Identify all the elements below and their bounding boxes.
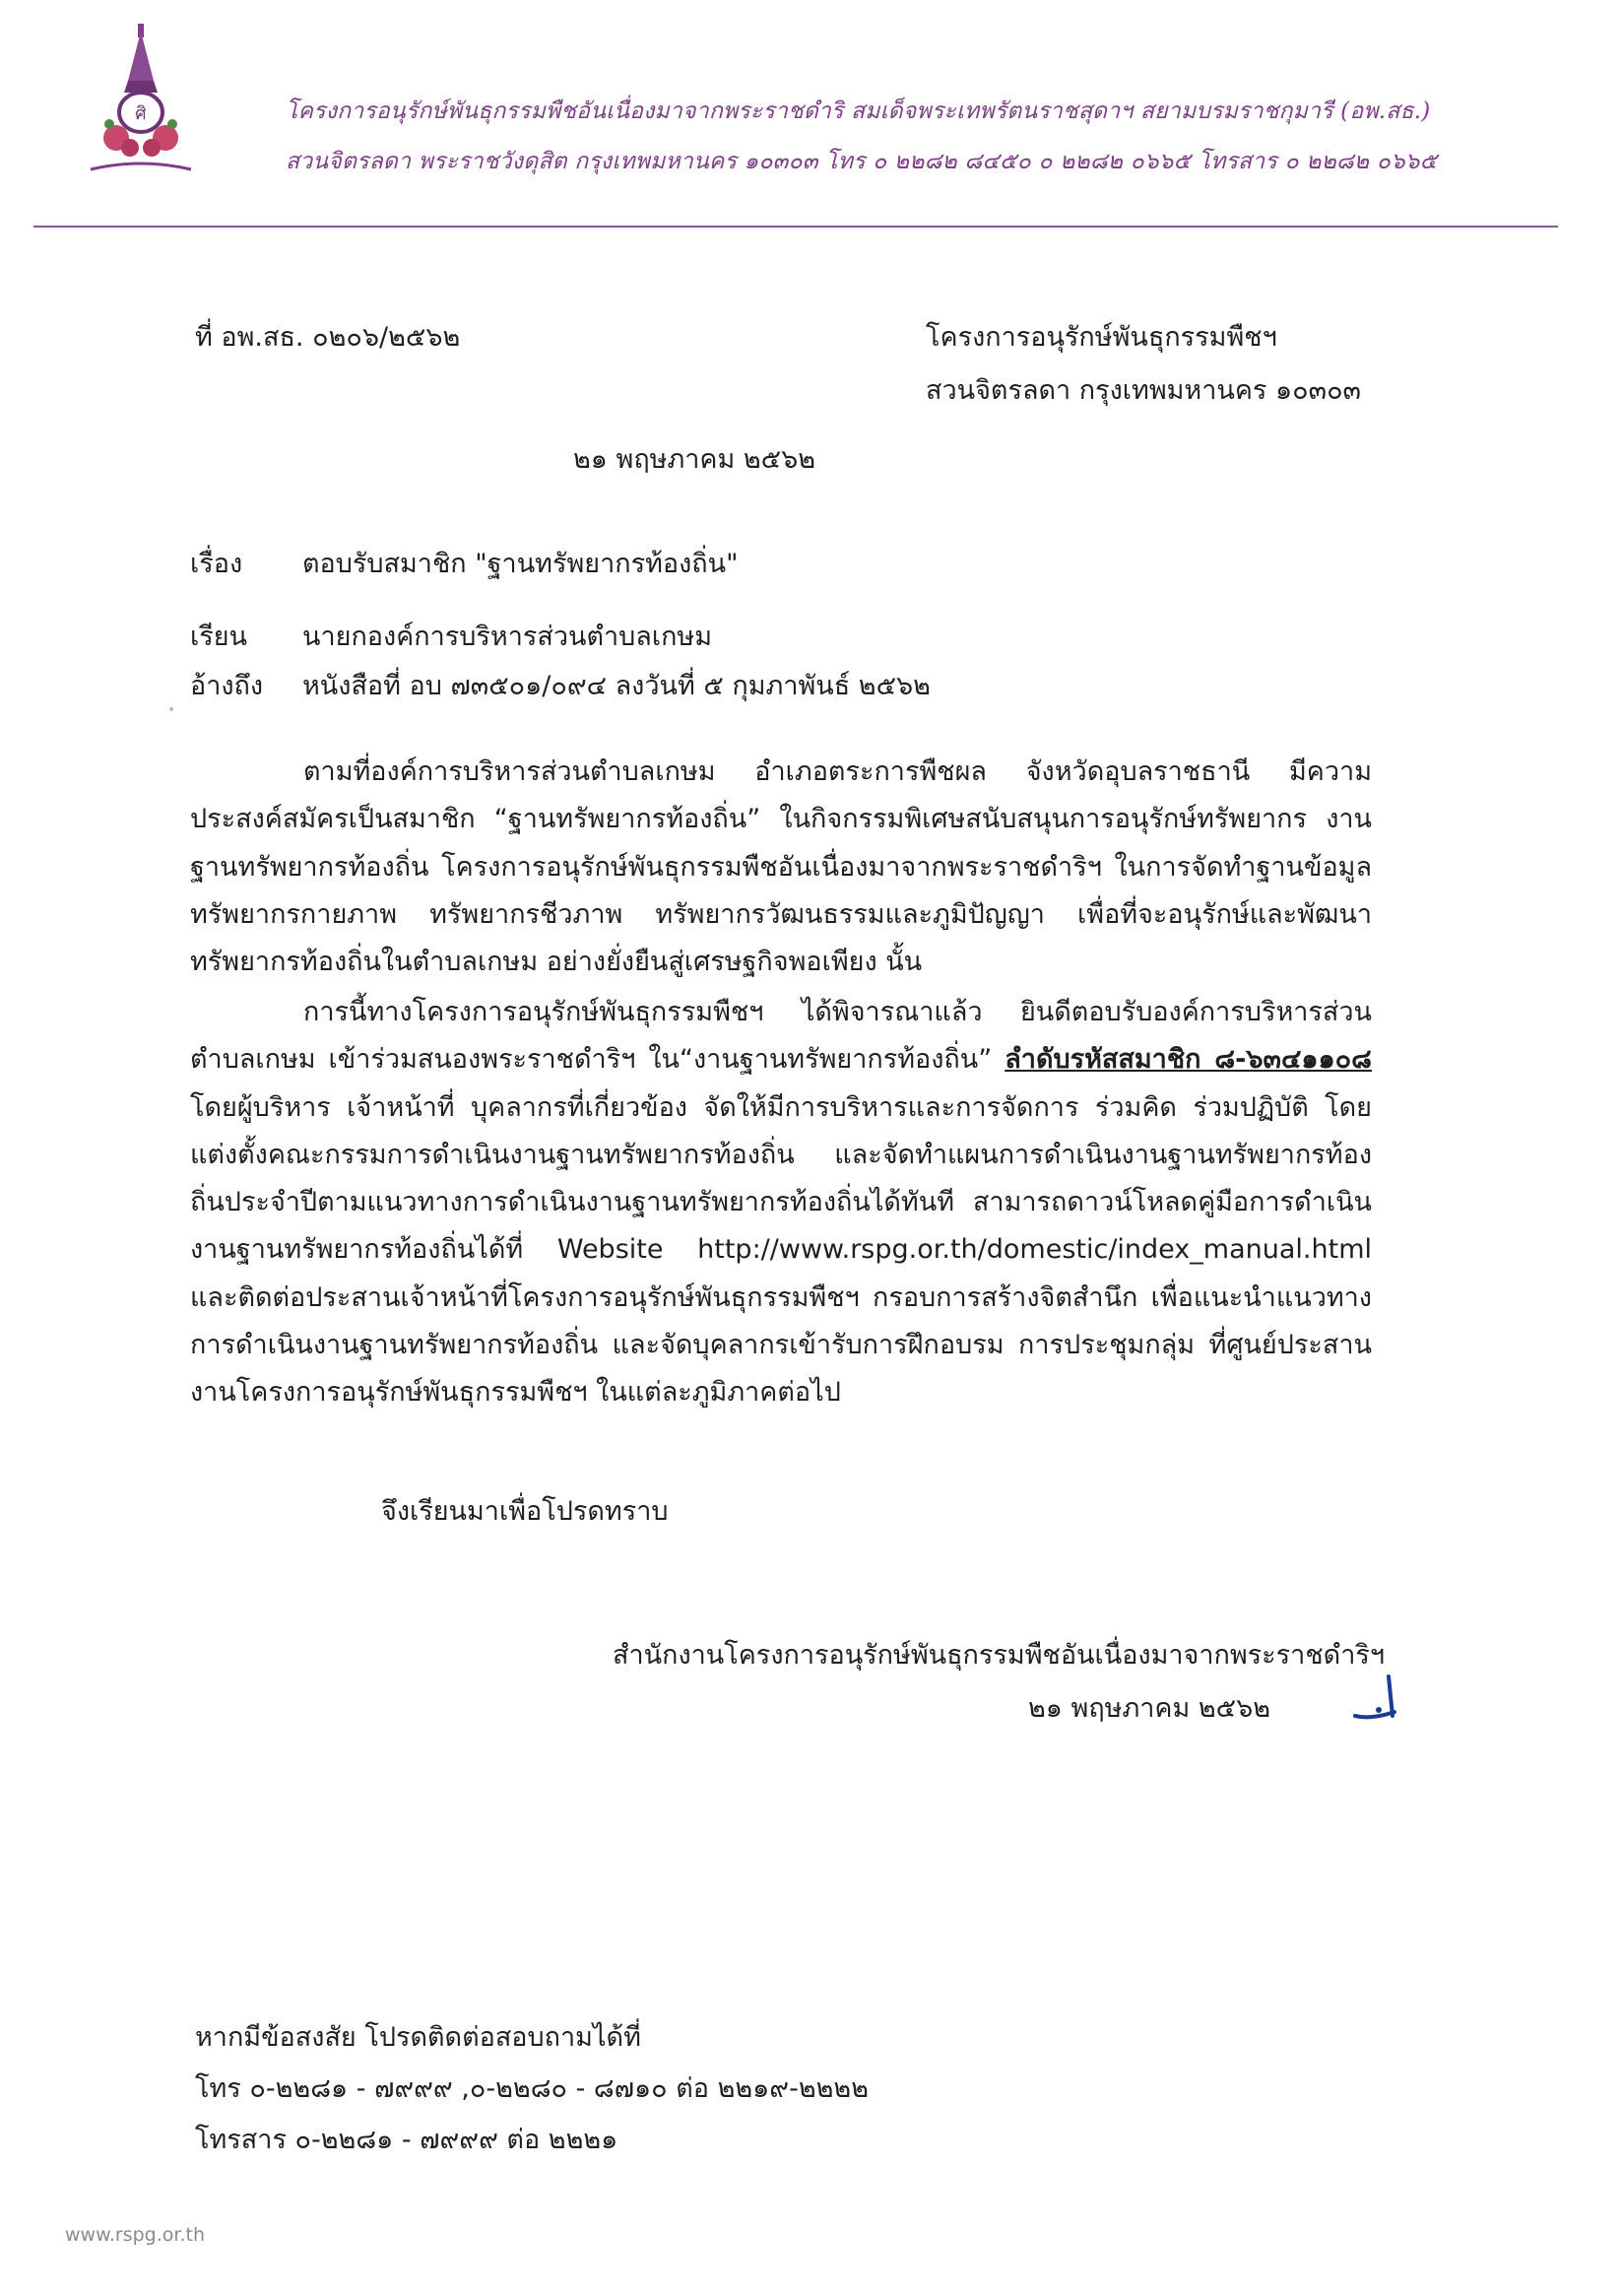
letterhead-line-1: โครงการอนุรักษ์พันธุกรรมพืชอันเนื่องมาจากพระราชดำริ สมเด็จพระเทพรัตนราชสุดาฯ สยามบรมราชกุมารี (อพ.สธ.) [286,98,1431,124]
contact-fax: โทรสาร ๐-๒๒๘๑ - ๗๙๙๙ ต่อ ๒๒๒๑ [195,2125,618,2155]
body-paragraph-2-start: การนี้ทางโครงการอนุรักษ์พันธุกรรมพืชฯ ได้พิจารณาแล้ว ยินดีตอบรับองค์การบริหารส่วนตำบลเกษม เข้าร่วมสนองพระราชดำริฯ ใน“งานฐานทรัพยากรท้องถิ่น” [190,997,1372,1076]
contact-phone: โทร ๐-๒๒๘๑ - ๗๙๙๙ ,๐-๒๒๘๐ - ๘๗๑๐ ต่อ ๒๒๑๙-๒๒๒๒ [195,2073,870,2104]
recipient-label: เรียน [190,622,248,652]
reference-number: ที่ อพ.สธ. ๐๒๐๖/๒๕๖๒ [195,322,461,353]
member-code: ลำดับรหัสสมาชิก ๘-๖๓๔๑๑๐๘ [1005,1044,1372,1076]
reference-label: อ้างถึง [190,671,264,701]
sender-office: สำนักงานโครงการอนุรักษ์พันธุกรรมพืชอันเนื่องมาจากพระราชดำริฯ [613,1640,1386,1671]
closing-phrase: จึงเรียนมาเพื่อโปรดทราบ [381,1496,669,1527]
letter-date: ๒๑ พฤษภาคม ๒๕๖๒ [573,444,816,475]
contact-intro: หากมีข้อสงสัย โปรดติดต่อสอบถามได้ที่ [195,2022,641,2053]
reference-text: หนังสือที่ อบ ๗๓๕๐๑/๐๙๔ ลงวันที่ ๕ กุมภาพันธ์ ๒๕๖๒ [302,671,931,701]
sender-address-line-1: โครงการอนุรักษ์พันธุกรรมพืชฯ [926,322,1277,353]
recipient-text: นายกองค์การบริหารส่วนตำบลเกษม [302,622,713,652]
svg-text:ศิ: ศิ [135,103,147,124]
body-paragraph-2-end: โดยผู้บริหาร เจ้าหน้าที่ บุคลากรที่เกี่ยวข้อง จัดให้มีการบริหารและการจัดการ ร่วมคิด ร่วมปฏิบัติ โดยแต่งตั้งคณะกรรมการดำเนินงานฐานทรัพยากรท้องถิ่น และจัดทำแผนการดำเนินงานฐานทรัพยากรท้องถิ่นประจำปีตามแนวทางการดำเนินงานฐานทรัพยากรท้องถิ่นได้ทันที สามารถดาวน์โหลดคู่มือการดำเนินงานฐานทรัพยากรท้องถิ่นได้ที่ Website http://www.rspg.or.th/domestic/index_manual.html และติดต่อประสานเจ้าหน้าที่โครงการอนุรักษ์พันธุกรรมพืชฯ กรอบการสร้างจิตสำนึก เพื่อแนะนำแนวทางการดำเนินงานฐานทรัพยากรท้องถิ่น และจัดบุคลากรเข้ารับการฝึกอบรม การประชุมกลุ่ม ที่ศูนย์ประสานงานโครงการอนุรักษ์พันธุกรรมพืชฯ ในแต่ละภูมิภาคต่อไป [190,1091,1372,1409]
letterhead-line-2: สวนจิตรลดา พระราชวังดุสิต กรุงเทพมหานคร ๑๐๓๐๓ โทร ๐ ๒๒๘๒ ๘๔๕๐ ๐ ๒๒๘๒ ๐๖๖๕ โทรสาร ๐ ๒๒๘๒ ๐๖๖๕ [286,149,1438,174]
footer-website: www.rspg.or.th [65,2224,206,2246]
subject-text: ตอบรับสมาชิก "ฐานทรัพยากรท้องถิ่น" [302,549,739,579]
body-paragraph-1: ตามที่องค์การบริหารส่วนตำบลเกษม อำเภอตระการพืชผล จังหวัดอุบลราชธานี มีความประสงค์สมัครเป็นสมาชิก “ฐานทรัพยากรท้องถิ่น” ในกิจกรรมพิเศษสนับสนุนการอนุรักษ์ทรัพยากร งานฐานทรัพยากรท้องถิ่น โครงการอนุรักษ์พันธุกรรมพืชอันเนื่องมาจากพระราชดำริฯ ในการจัดทำฐานข้อมูล ทรัพยากรกายภาพ ทรัพยากรชีวภาพ ทรัพยากรวัฒนธรรมและภูมิปัญญา เพื่อที่จะอนุรักษ์และพัฒนาทรัพยากรท้องถิ่นในตำบลเกษม อย่างยั่งยืนสู่เศรษฐกิจพอเพียง นั้น [190,756,1372,978]
sender-address-line-2: สวนจิตรลดา กรุงเทพมหานคร ๑๐๓๐๓ [926,375,1362,406]
body-paragraph-2 [190,989,1372,1417]
rspg-emblem-icon [77,22,205,179]
scan-speck [169,707,173,711]
subject-label: เรื่อง [190,549,243,579]
initial-signature-icon [1349,1671,1412,1724]
letterhead-divider [33,226,1558,228]
sender-date: ๒๑ พฤษภาคม ๒๕๖๒ [1028,1693,1271,1724]
